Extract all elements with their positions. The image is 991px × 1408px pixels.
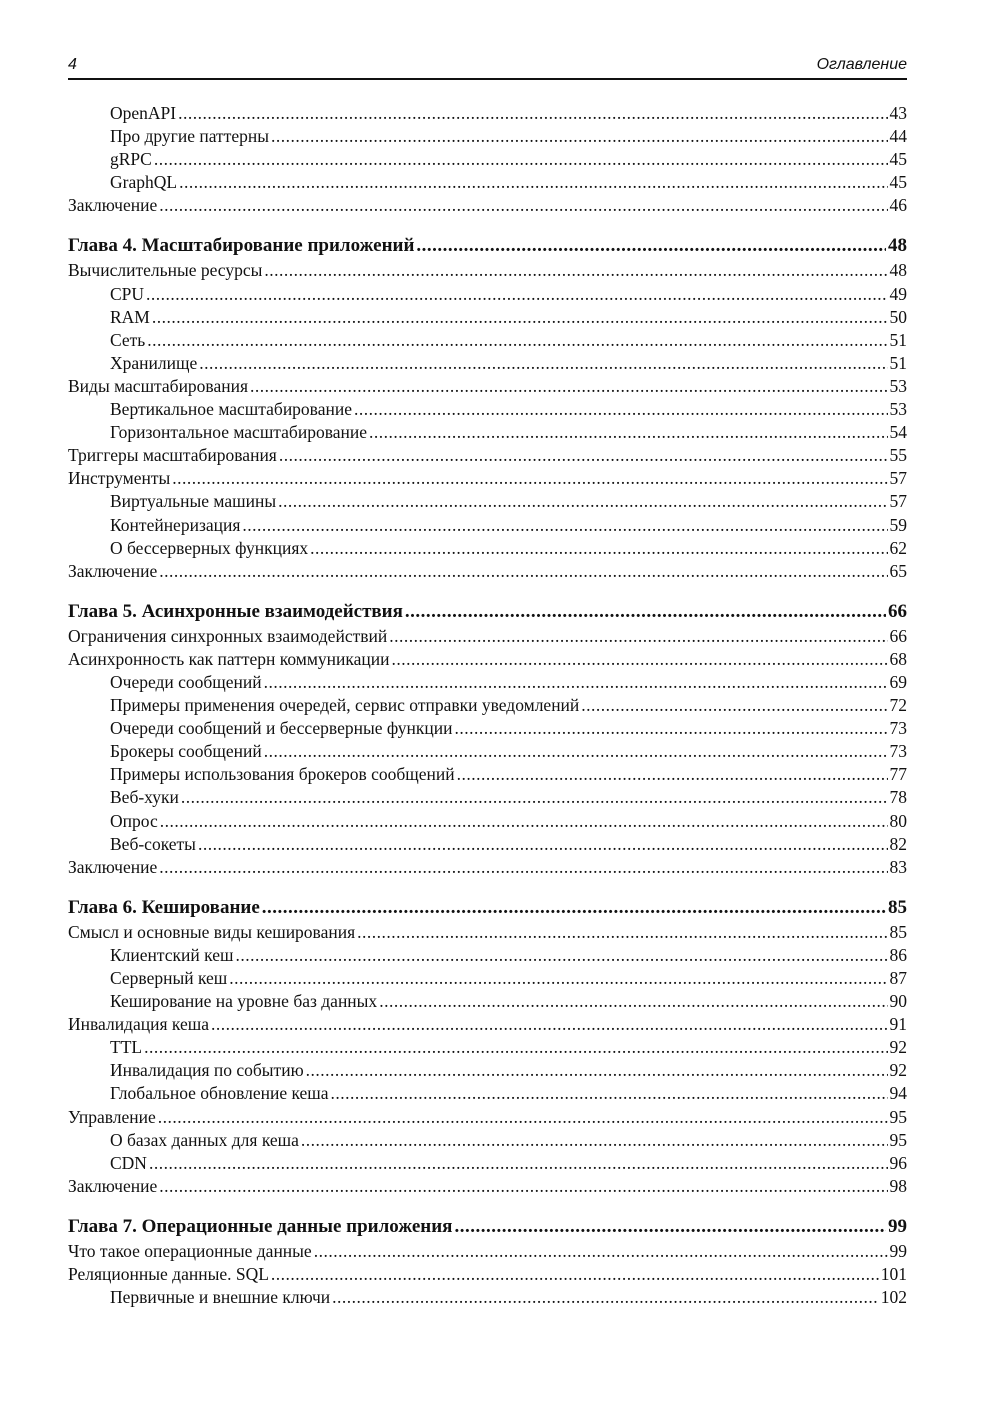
toc-entry[interactable]: [68, 514, 907, 537]
dot-leader: [160, 810, 888, 833]
dot-leader: [158, 1106, 888, 1129]
toc-entry-page: 44: [889, 126, 907, 147]
dot-leader: [159, 560, 887, 583]
toc-entry-title: Веб-сокеты: [110, 833, 196, 854]
toc-entry-title: Кеширование на уровне баз данных: [110, 991, 378, 1012]
toc-chapter-entry[interactable]: [68, 599, 907, 625]
toc-entry-title: Ограничения синхронных взаимодействий: [68, 625, 388, 646]
toc-entry[interactable]: [68, 1175, 907, 1198]
toc-entry-title: Смысл и основные виды кеширования: [68, 921, 356, 942]
dot-leader: [279, 444, 888, 467]
toc-entry-page: 82: [889, 833, 907, 854]
toc-entry-page: 65: [889, 560, 907, 581]
toc-entry[interactable]: [68, 648, 907, 671]
toc-entry[interactable]: [68, 194, 907, 217]
toc-entry[interactable]: [68, 833, 907, 856]
dot-leader: [229, 967, 887, 990]
dot-leader: [159, 194, 887, 217]
toc-entry-title: Серверный кеш: [110, 968, 228, 988]
toc-entry-title: Реляционные данные. SQL: [68, 1264, 269, 1285]
toc-entry-title: Что такое операционные данные: [68, 1240, 312, 1261]
toc-entry-title: Вычислительные ресурсы: [68, 260, 263, 281]
toc-entry-page: 83: [889, 856, 907, 877]
toc-entry-title: Про другие паттерны: [110, 126, 269, 147]
toc-entry-page: 73: [889, 718, 907, 739]
dot-leader: [278, 490, 887, 513]
toc-entry-page: 85: [889, 921, 907, 942]
toc-entry[interactable]: [68, 467, 907, 490]
toc-entry-title: Примеры использования брокеров сообщений: [110, 764, 455, 785]
toc-entry[interactable]: [68, 944, 907, 967]
dot-leader: [181, 786, 888, 809]
toc-entry-title: Очереди сообщений и бессерверные функции: [110, 718, 453, 739]
toc-entry-page: 59: [889, 514, 907, 535]
toc-entry[interactable]: [68, 352, 907, 375]
toc-entry-title: Инвалидация кеша: [68, 1014, 209, 1035]
table-of-contents: [68, 102, 907, 1309]
toc-entry-title: Глава 4. Масштабирование приложений: [68, 235, 415, 257]
toc-entry[interactable]: [68, 329, 907, 352]
toc-entry-title: Заключение: [68, 856, 158, 877]
dot-leader: [264, 671, 888, 694]
toc-entry-title: Контейнеризация: [110, 514, 241, 535]
dot-leader: [389, 625, 887, 648]
toc-chapter-entry[interactable]: [68, 895, 907, 921]
toc-entry[interactable]: [68, 856, 907, 879]
toc-entry[interactable]: [68, 1240, 907, 1263]
toc-entry-title: Глава 6. Кеширование: [68, 896, 260, 918]
toc-entry-page: 95: [889, 1106, 907, 1127]
toc-entry-title: Глава 7. Операционные данные приложения: [68, 1215, 453, 1237]
toc-entry-page: 73: [889, 741, 907, 762]
dot-leader: [405, 599, 886, 625]
toc-entry-page: 48: [888, 235, 907, 257]
toc-entry-page: 48: [889, 260, 907, 281]
dot-leader: [379, 990, 887, 1013]
toc-entry[interactable]: [68, 537, 907, 560]
toc-entry-title: О базах данных для кеша: [110, 1129, 299, 1150]
toc-entry-page: 80: [889, 810, 907, 831]
toc-entry-page: 43: [889, 103, 907, 123]
page-number: 4: [68, 56, 77, 73]
toc-entry-title: gRPC: [110, 149, 152, 170]
toc-entry[interactable]: [68, 990, 907, 1013]
dot-leader: [581, 694, 887, 717]
toc-entry[interactable]: [68, 444, 907, 467]
dot-leader: [262, 895, 886, 921]
dot-leader: [310, 537, 887, 560]
toc-entry-title: Глобальное обновление кеша: [110, 1083, 329, 1104]
toc-entry[interactable]: [68, 786, 907, 809]
toc-entry-page: 62: [889, 537, 907, 558]
dot-leader: [235, 944, 887, 967]
page-header: [68, 56, 907, 80]
dot-leader: [392, 648, 888, 671]
toc-entry-page: 90: [889, 991, 907, 1012]
toc-entry-title: Сеть: [110, 329, 146, 350]
toc-entry[interactable]: [68, 1059, 907, 1082]
toc-entry-title: Брокеры сообщений: [110, 741, 262, 762]
toc-entry[interactable]: [68, 148, 907, 171]
toc-entry-title: Горизонтальное масштабирование: [110, 422, 367, 443]
dot-leader: [357, 921, 887, 944]
toc-entry-page: 55: [889, 445, 907, 466]
toc-entry-title: Заключение: [68, 1175, 158, 1196]
toc-entry-title: Управление: [68, 1106, 156, 1127]
dot-leader: [454, 717, 887, 740]
toc-entry-page: 87: [889, 968, 907, 988]
toc-entry-page: 51: [889, 329, 907, 350]
toc-entry[interactable]: [68, 694, 907, 717]
toc-entry-page: 49: [889, 283, 907, 304]
dot-leader: [314, 1240, 888, 1263]
dot-leader: [242, 514, 887, 537]
toc-entry-title: Веб-хуки: [110, 787, 179, 808]
dot-leader: [369, 421, 888, 444]
toc-entry-title: CDN: [110, 1152, 147, 1173]
toc-entry[interactable]: [68, 740, 907, 763]
toc-entry-title: Виртуальные машины: [110, 491, 277, 512]
toc-entry-title: Асинхронность как паттерн коммуникации: [68, 648, 390, 669]
toc-entry-page: 68: [889, 648, 907, 669]
toc-entry-page: 45: [889, 172, 907, 193]
toc-entry-page: 54: [889, 422, 907, 443]
dot-leader: [198, 833, 888, 856]
toc-entry-title: Примеры применения очередей, сервис отправки уведомлений: [110, 695, 580, 716]
dot-leader: [179, 171, 887, 194]
toc-entry-page: 92: [889, 1060, 907, 1081]
dot-leader: [271, 125, 888, 148]
toc-entry[interactable]: [68, 125, 907, 148]
toc-entry-title: Виды масштабирования: [68, 375, 249, 396]
toc-entry-page: 101: [880, 1264, 907, 1285]
toc-entry-page: 72: [889, 695, 907, 716]
toc-entry-title: Триггеры масштабирования: [68, 445, 277, 466]
dot-leader: [154, 148, 888, 171]
toc-entry[interactable]: [68, 375, 907, 398]
toc-entry[interactable]: [68, 490, 907, 513]
dot-leader: [147, 329, 887, 352]
toc-entry-title: О бессерверных функциях: [110, 537, 309, 558]
toc-entry-title: Очереди сообщений: [110, 671, 262, 692]
toc-entry-page: 98: [889, 1175, 907, 1196]
toc-entry[interactable]: [68, 967, 907, 990]
toc-entry[interactable]: [68, 763, 907, 786]
toc-entry[interactable]: [68, 398, 907, 421]
dot-leader: [454, 1214, 886, 1240]
dot-leader: [178, 102, 887, 125]
toc-entry-page: 96: [889, 1152, 907, 1173]
toc-entry-title: GraphQL: [110, 172, 178, 193]
dot-leader: [354, 398, 888, 421]
toc-entry[interactable]: [68, 671, 907, 694]
toc-entry-page: 69: [889, 671, 907, 692]
dot-leader: [457, 763, 888, 786]
toc-entry-page: 99: [889, 1240, 907, 1261]
toc-entry[interactable]: [68, 921, 907, 944]
dot-leader: [250, 375, 887, 398]
dot-leader: [211, 1013, 888, 1036]
toc-entry-title: Инвалидация по событию: [110, 1060, 304, 1081]
toc-entry-title: Первичные и внешние ключи: [110, 1287, 331, 1308]
toc-entry-page: 46: [889, 195, 907, 216]
dot-leader: [152, 306, 888, 329]
dot-leader: [416, 233, 886, 259]
toc-entry[interactable]: [68, 717, 907, 740]
toc-chapter-entry[interactable]: [68, 233, 907, 259]
dot-leader: [159, 1175, 887, 1198]
toc-entry[interactable]: [68, 306, 907, 329]
toc-entry-page: 51: [889, 352, 907, 373]
toc-entry[interactable]: [68, 1106, 907, 1129]
toc-entry-page: 95: [889, 1129, 907, 1150]
toc-entry-page: 86: [889, 944, 907, 965]
toc-entry-title: TTL: [110, 1037, 143, 1058]
toc-entry-page: 94: [889, 1083, 907, 1104]
dot-leader: [264, 259, 887, 282]
toc-entry[interactable]: [68, 102, 907, 125]
dot-leader: [306, 1059, 888, 1082]
dot-leader: [331, 1082, 888, 1105]
toc-entry[interactable]: [68, 1152, 907, 1175]
dot-leader: [271, 1263, 879, 1286]
toc-entry-title: Заключение: [68, 560, 158, 581]
toc-entry-page: 92: [889, 1037, 907, 1058]
toc-entry[interactable]: [68, 625, 907, 648]
toc-entry-page: 50: [889, 306, 907, 327]
toc-entry-page: 77: [889, 764, 907, 785]
toc-entry-page: 99: [888, 1215, 907, 1237]
dot-leader: [146, 283, 887, 306]
toc-entry[interactable]: [68, 1013, 907, 1036]
toc-entry-title: Глава 5. Асинхронные взаимодействия: [68, 600, 403, 622]
dot-leader: [199, 352, 887, 375]
toc-entry-page: 57: [889, 491, 907, 512]
toc-entry-page: 91: [889, 1014, 907, 1035]
running-title: Оглавление: [816, 56, 907, 73]
toc-entry-title: Заключение: [68, 195, 158, 216]
toc-entry-page: 85: [888, 896, 907, 918]
toc-entry-title: OpenAPI: [110, 103, 177, 123]
toc-entry-page: 102: [880, 1287, 907, 1308]
toc-entry[interactable]: [68, 171, 907, 194]
toc-entry[interactable]: [68, 1082, 907, 1105]
toc-entry-page: 66: [888, 600, 907, 622]
toc-entry-page: 78: [889, 787, 907, 808]
toc-entry[interactable]: [68, 421, 907, 444]
toc-entry[interactable]: [68, 259, 907, 282]
dot-leader: [301, 1129, 888, 1152]
toc-entry[interactable]: [68, 1036, 907, 1059]
toc-entry[interactable]: [68, 1129, 907, 1152]
toc-chapter-entry[interactable]: [68, 1214, 907, 1240]
toc-entry-title: RAM: [110, 306, 150, 327]
dot-leader: [159, 856, 887, 879]
toc-entry[interactable]: [68, 560, 907, 583]
toc-entry-page: 53: [889, 399, 907, 420]
toc-entry-title: Опрос: [110, 810, 158, 831]
dot-leader: [172, 467, 887, 490]
toc-entry-title: CPU: [110, 283, 145, 304]
toc-entry[interactable]: [68, 1263, 907, 1286]
dot-leader: [264, 740, 888, 763]
toc-entry-title: Вертикальное масштабирование: [110, 399, 352, 420]
toc-entry-page: 57: [889, 468, 907, 489]
toc-entry[interactable]: [68, 810, 907, 833]
toc-entry-page: 66: [889, 625, 907, 646]
dot-leader: [332, 1286, 879, 1309]
toc-entry-title: Инструменты: [68, 468, 171, 489]
toc-entry[interactable]: [68, 1286, 907, 1309]
toc-entry-page: 45: [889, 149, 907, 170]
toc-entry[interactable]: [68, 283, 907, 306]
dot-leader: [144, 1036, 887, 1059]
toc-entry-title: Клиентский кеш: [110, 944, 234, 965]
toc-entry-title: Хранилище: [110, 352, 198, 373]
dot-leader: [149, 1152, 888, 1175]
toc-entry-page: 53: [889, 375, 907, 396]
